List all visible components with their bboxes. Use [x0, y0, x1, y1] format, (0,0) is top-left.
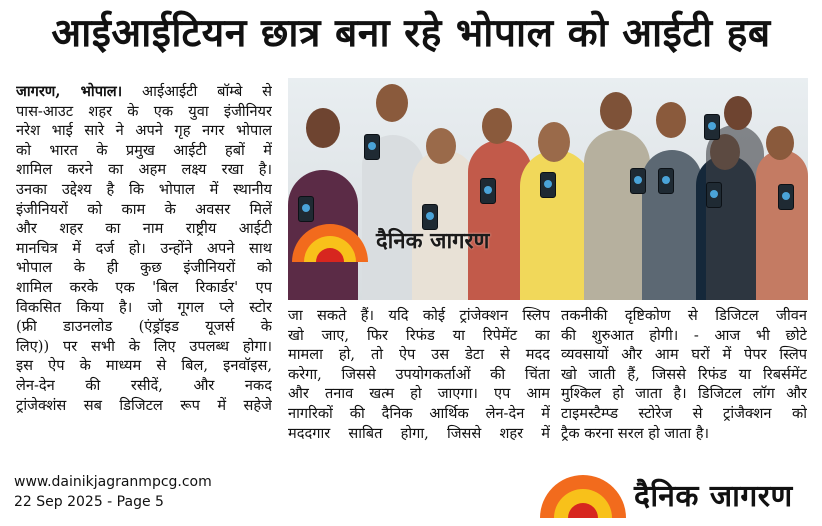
article-line: पास-आउट शहर के एक युवा इंजीनियर: [16, 102, 272, 120]
article-line: (फ्री डाउनलोड (एंड्रॉइड यूजर्स के: [16, 318, 272, 336]
article-line: लिए)) पर सभी के लिए उपलब्ध होगा।: [16, 337, 272, 355]
logo-text: दैनिक जागरण: [634, 478, 793, 514]
sun-logo-icon: [538, 470, 628, 518]
article-line: करेगा, जिससे उपयोगकर्ताओं की चिंता: [288, 365, 550, 383]
article-line: और शहर का नाम राष्ट्रीय आईटी: [16, 220, 272, 238]
article-line: इस ऐप के माध्यम से बिल, इनवॉइस,: [16, 357, 272, 375]
article-line: शामिल करके एक 'बिल रिकार्डर' एप: [16, 278, 272, 296]
article-line: को भारत के प्रमुख आईटी हबों में: [16, 141, 272, 159]
article-line: तकनीकी दृष्टिकोण से डिजिटल जीवन: [561, 307, 807, 324]
article-line: उनका उद्देश्य है कि भोपाल में स्थानीय: [16, 180, 272, 198]
article-line: खो जाए, फिर रिफंड या रिपेमेंट का: [288, 326, 550, 344]
article-line: मामला हो, तो ऐप उस डेटा से मदद: [288, 346, 550, 364]
article-line: व्यवसायों और आम घरों में पेपर स्लिप: [561, 346, 807, 364]
article-line: टाइमस्टैम्प्ड स्टोरेज से ट्रांजैक्शन को: [561, 404, 807, 422]
article-line: विकसित किया है। जो गूगल प्ले स्टोर: [16, 298, 272, 316]
byline: जागरण, भोपाल।: [16, 83, 123, 100]
article-line: शामिल करने का अहम लक्ष्य रखा है।: [16, 161, 272, 179]
article-line: इंजीनियरों को काम के अवसर मिलें: [16, 200, 272, 218]
article-line: नागरिकों की दैनिक आर्थिक लेन-देन में: [288, 404, 550, 422]
article-text: आईआईटी बॉम्बे से: [122, 83, 272, 100]
article-line: ट्रैक करना सरल हो जाता है।: [561, 424, 710, 442]
article-line: नरेश भाई सारे ने अपने गृह नगर भोपाल: [16, 122, 272, 140]
article-line: जा सकते हैं। यदि कोई ट्रांजेक्शन स्लिप: [288, 307, 550, 324]
article-line: [16, 82, 272, 102]
photo-watermark-text: दैनिक जागरण: [376, 229, 490, 254]
article-line: लेन-देन की रसीदें, और नकद: [16, 376, 272, 394]
article-line: मददगार साबित होगा, जिससे शहर में: [288, 424, 550, 442]
article-headline: आईआईटियन छात्र बना रहे भोपाल को आईटी हब: [51, 11, 771, 56]
footer-date-page: 22 Sep 2025 - Page 5: [14, 494, 164, 510]
footer-url[interactable]: www.dainikjagranmpcg.com: [14, 474, 212, 490]
article-line: ट्रांजेक्शंस सब डिजिटल रूप में सहेजे: [16, 396, 272, 414]
group-photo: [288, 78, 808, 300]
article-column-2: [288, 306, 550, 443]
article-line: खो जाती हैं, जिससे रिफंड या रिबर्समेंट: [561, 365, 807, 383]
article-line: और तनाव खत्म हो जाएगा। एप आम: [288, 385, 550, 403]
article-line: की शुरुआत होगी। - आज भी छोटे: [561, 326, 807, 344]
article-line: भोपाल के ही कुछ इंजीनियरों को: [16, 259, 272, 277]
article-line: मुश्किल हो जाता है। डिजिटल लॉग और: [561, 385, 807, 403]
article-column-3: [561, 306, 807, 443]
article-line: मानचित्र में दर्ज हो। उन्होंने अपने साथ: [16, 239, 272, 257]
photo-watermark: [288, 218, 489, 262]
article-column-1: [16, 82, 272, 415]
sun-logo-icon: [288, 218, 372, 262]
newspaper-logo: [538, 470, 793, 518]
